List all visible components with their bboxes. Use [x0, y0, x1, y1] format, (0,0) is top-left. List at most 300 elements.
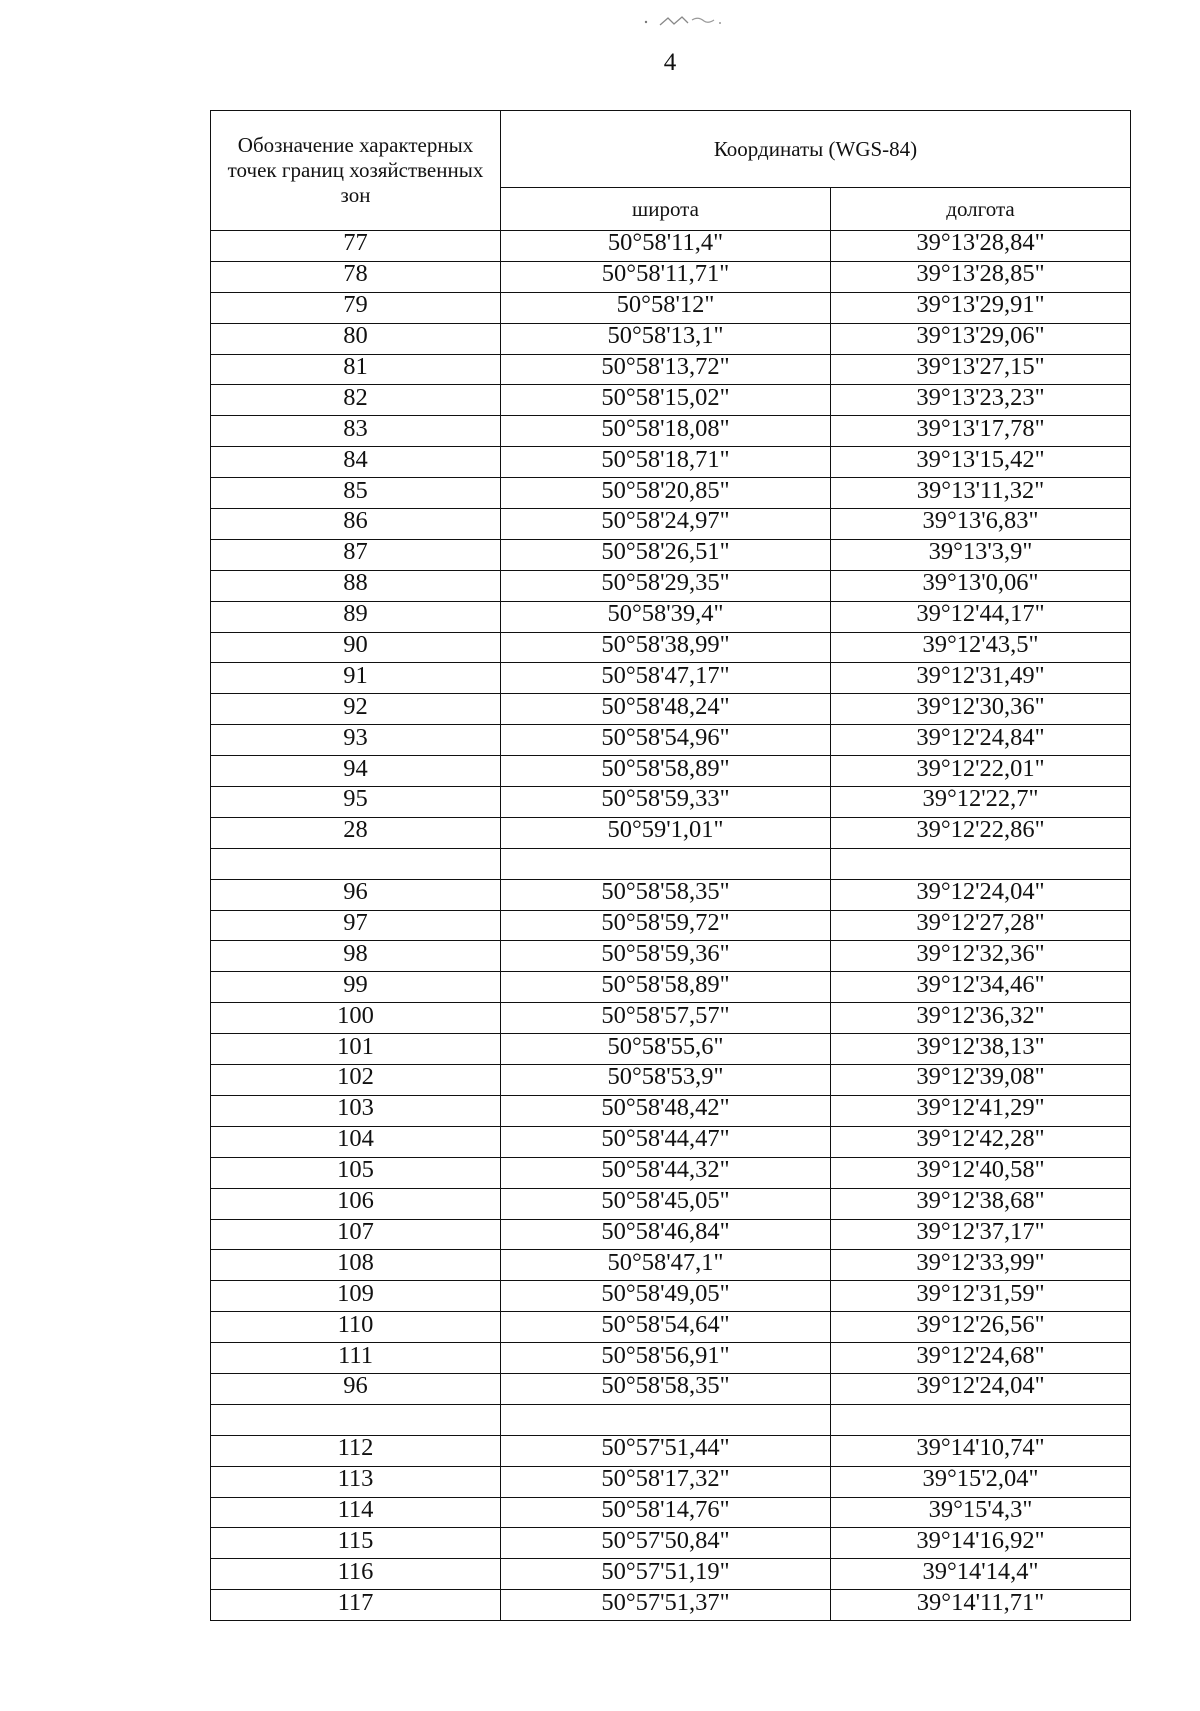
longitude-cell-value: 39°12'38,68"	[916, 1187, 1045, 1215]
longitude-cell-value: 39°12'24,04"	[916, 878, 1045, 906]
latitude-cell	[501, 848, 831, 879]
point-cell	[211, 1590, 501, 1621]
point-cell-value: 113	[337, 1465, 374, 1493]
table-row	[211, 787, 1131, 818]
table-row	[211, 447, 1131, 478]
point-cell-value: 87	[343, 538, 368, 566]
table-row	[211, 1373, 1131, 1404]
table-row	[211, 261, 1131, 292]
latitude-cell	[501, 879, 831, 910]
longitude-cell-value: 39°12'42,28"	[916, 1125, 1045, 1153]
longitude-cell	[831, 1590, 1131, 1621]
point-cell	[211, 817, 501, 848]
header-coordinates: Координаты (WGS-84)	[501, 111, 1131, 188]
latitude-cell-value: 50°58'29,35"	[601, 569, 730, 597]
latitude-cell	[501, 261, 831, 292]
latitude-cell-value: 50°58'47,17"	[601, 661, 730, 689]
point-cell	[211, 972, 501, 1003]
latitude-cell	[501, 416, 831, 447]
latitude-cell-value: 50°58'38,99"	[601, 631, 730, 659]
point-cell	[211, 910, 501, 941]
latitude-cell-value: 50°58'47,1"	[607, 1248, 724, 1276]
longitude-cell	[831, 787, 1131, 818]
latitude-cell-value: 50°58'18,08"	[601, 414, 730, 442]
latitude-cell-value: 50°57'51,44"	[601, 1434, 730, 1462]
table-row	[211, 1435, 1131, 1466]
latitude-cell	[501, 1497, 831, 1528]
longitude-cell	[831, 447, 1131, 478]
longitude-cell	[831, 694, 1131, 725]
longitude-cell-value: 39°12'31,59"	[916, 1279, 1045, 1307]
point-cell	[211, 1559, 501, 1590]
latitude-cell-value: 50°58'11,71"	[601, 260, 730, 288]
table-row	[211, 1343, 1131, 1374]
point-cell-value: 97	[343, 909, 368, 937]
table-row	[211, 1126, 1131, 1157]
longitude-cell-value: 39°13'0,06"	[922, 569, 1039, 597]
longitude-cell	[831, 1250, 1131, 1281]
point-cell-value: 109	[337, 1279, 374, 1307]
table-row	[211, 1559, 1131, 1590]
point-cell	[211, 941, 501, 972]
point-cell	[211, 509, 501, 540]
table-row	[211, 1034, 1131, 1065]
point-cell-value: 101	[337, 1032, 374, 1060]
longitude-cell	[831, 1343, 1131, 1374]
longitude-cell-value: 39°12'31,49"	[916, 661, 1045, 689]
table-row	[211, 1157, 1131, 1188]
point-cell	[211, 1497, 501, 1528]
latitude-cell-value: 50°58'56,91"	[601, 1341, 730, 1369]
table-row	[211, 1281, 1131, 1312]
longitude-cell-value: 39°12'38,13"	[916, 1032, 1045, 1060]
table-row	[211, 1219, 1131, 1250]
table-row	[211, 817, 1131, 848]
longitude-cell-value: 39°12'37,17"	[916, 1217, 1045, 1245]
longitude-cell	[831, 1095, 1131, 1126]
latitude-cell-value: 50°58'15,02"	[601, 383, 730, 411]
point-cell-value: 86	[343, 507, 368, 535]
point-cell-value: 92	[343, 692, 368, 720]
longitude-cell	[831, 1003, 1131, 1034]
latitude-cell	[501, 478, 831, 509]
table-row	[211, 756, 1131, 787]
latitude-cell	[501, 756, 831, 787]
latitude-cell	[501, 1590, 831, 1621]
longitude-cell-value: 39°12'34,46"	[916, 970, 1045, 998]
point-cell	[211, 1065, 501, 1096]
table-row	[211, 1312, 1131, 1343]
latitude-cell-value: 50°58'54,96"	[601, 723, 730, 751]
longitude-cell	[831, 756, 1131, 787]
point-cell-value: 85	[343, 476, 368, 504]
longitude-cell	[831, 1497, 1131, 1528]
scan-stamp-mark	[638, 14, 728, 28]
latitude-cell-value: 50°58'55,6"	[607, 1032, 724, 1060]
latitude-cell	[501, 694, 831, 725]
table-row	[211, 1250, 1131, 1281]
longitude-cell	[831, 663, 1131, 694]
longitude-cell	[831, 1188, 1131, 1219]
latitude-cell	[501, 1343, 831, 1374]
longitude-cell-value: 39°13'11,32"	[916, 476, 1045, 504]
point-cell-value: 94	[343, 754, 368, 782]
longitude-cell	[831, 1404, 1131, 1435]
point-cell-value: 107	[337, 1217, 374, 1245]
separator-row	[211, 848, 1131, 879]
longitude-cell-value: 39°13'23,23"	[916, 383, 1045, 411]
coordinates-table	[210, 110, 1131, 1621]
latitude-cell-value: 50°58'26,51"	[601, 538, 730, 566]
latitude-cell	[501, 1095, 831, 1126]
table-row	[211, 632, 1131, 663]
point-cell	[211, 1343, 501, 1374]
latitude-cell	[501, 1126, 831, 1157]
longitude-cell	[831, 1559, 1131, 1590]
longitude-cell-value: 39°12'27,28"	[916, 909, 1045, 937]
point-cell-value: 115	[337, 1526, 374, 1554]
longitude-cell	[831, 416, 1131, 447]
latitude-cell-value: 50°58'49,05"	[601, 1279, 730, 1307]
point-cell	[211, 385, 501, 416]
longitude-cell-value: 39°13'17,78"	[916, 414, 1045, 442]
point-cell-value: 89	[343, 600, 368, 628]
point-cell-value: 100	[337, 1001, 374, 1029]
latitude-cell-value: 50°57'51,19"	[601, 1557, 730, 1585]
latitude-cell-value: 50°58'57,57"	[601, 1001, 730, 1029]
longitude-cell-value: 39°15'4,3"	[928, 1495, 1033, 1523]
latitude-cell	[501, 385, 831, 416]
point-cell-value: 78	[343, 260, 368, 288]
point-cell-value: 106	[337, 1187, 374, 1215]
point-cell	[211, 261, 501, 292]
point-cell	[211, 694, 501, 725]
point-cell	[211, 323, 501, 354]
longitude-cell	[831, 910, 1131, 941]
longitude-cell	[831, 1034, 1131, 1065]
header-latitude: широта	[501, 188, 831, 231]
point-cell-value: 95	[343, 785, 368, 813]
latitude-cell-value: 50°58'58,89"	[601, 754, 730, 782]
latitude-cell-value: 50°58'14,76"	[601, 1495, 730, 1523]
longitude-cell	[831, 1157, 1131, 1188]
latitude-cell-value: 50°58'44,32"	[601, 1156, 730, 1184]
longitude-cell-value: 39°12'43,5"	[922, 631, 1039, 659]
point-cell	[211, 1095, 501, 1126]
point-cell-value: 110	[337, 1310, 374, 1338]
latitude-cell-value: 50°58'53,9"	[607, 1063, 724, 1091]
latitude-cell-value: 50°58'58,89"	[601, 970, 730, 998]
point-cell	[211, 1528, 501, 1559]
latitude-cell	[501, 1312, 831, 1343]
longitude-cell	[831, 1126, 1131, 1157]
latitude-cell-value: 50°58'13,72"	[601, 353, 730, 380]
longitude-cell-value: 39°12'22,86"	[916, 816, 1045, 844]
latitude-cell	[501, 1373, 831, 1404]
point-cell	[211, 787, 501, 818]
latitude-cell	[501, 354, 831, 385]
latitude-cell	[501, 663, 831, 694]
table-row	[211, 478, 1131, 509]
latitude-cell	[501, 1157, 831, 1188]
latitude-cell	[501, 1250, 831, 1281]
point-cell	[211, 663, 501, 694]
latitude-cell	[501, 539, 831, 570]
longitude-cell	[831, 1219, 1131, 1250]
longitude-cell	[831, 261, 1131, 292]
separator-row	[211, 1404, 1131, 1435]
point-cell	[211, 478, 501, 509]
longitude-cell	[831, 1312, 1131, 1343]
longitude-cell	[831, 385, 1131, 416]
longitude-cell	[831, 509, 1131, 540]
point-cell	[211, 1373, 501, 1404]
point-cell	[211, 1003, 501, 1034]
point-cell-value: 93	[343, 723, 368, 751]
point-cell	[211, 292, 501, 323]
longitude-cell-value: 39°12'36,32"	[916, 1001, 1045, 1029]
longitude-cell	[831, 323, 1131, 354]
point-cell-value: 116	[337, 1557, 374, 1585]
longitude-cell-value: 39°14'14,4"	[922, 1557, 1039, 1585]
longitude-cell	[831, 1065, 1131, 1096]
latitude-cell	[501, 941, 831, 972]
point-cell-value: 112	[337, 1434, 374, 1462]
table-row	[211, 910, 1131, 941]
latitude-cell	[501, 570, 831, 601]
longitude-cell-value: 39°12'30,36"	[916, 692, 1045, 720]
longitude-cell-value: 39°12'22,7"	[922, 785, 1039, 813]
latitude-cell-value: 50°58'13,1"	[607, 322, 724, 350]
longitude-cell	[831, 1435, 1131, 1466]
point-cell-value: 79	[343, 291, 368, 319]
latitude-cell-value: 50°58'58,35"	[601, 1372, 730, 1400]
latitude-cell-value: 50°58'59,33"	[601, 785, 730, 813]
latitude-cell	[501, 447, 831, 478]
point-cell	[211, 1219, 501, 1250]
longitude-cell	[831, 725, 1131, 756]
latitude-cell	[501, 632, 831, 663]
point-cell-value: 91	[343, 661, 368, 689]
point-cell-value: 103	[337, 1094, 374, 1122]
point-cell	[211, 756, 501, 787]
longitude-cell	[831, 1466, 1131, 1497]
table-row	[211, 1528, 1131, 1559]
header-longitude: долгота	[831, 188, 1131, 231]
point-cell-value: 83	[343, 414, 368, 442]
table-row	[211, 1003, 1131, 1034]
longitude-cell-value: 39°12'33,99"	[916, 1248, 1045, 1276]
point-cell-value: 82	[343, 383, 368, 411]
table-row	[211, 231, 1131, 262]
latitude-cell	[501, 1188, 831, 1219]
point-cell	[211, 1312, 501, 1343]
latitude-cell	[501, 817, 831, 848]
longitude-cell-value: 39°12'41,29"	[916, 1094, 1045, 1122]
longitude-cell	[831, 601, 1131, 632]
latitude-cell	[501, 1559, 831, 1590]
point-cell-value: 28	[343, 816, 368, 844]
point-cell-value: 84	[343, 445, 368, 473]
latitude-cell	[501, 787, 831, 818]
latitude-cell-value: 50°58'11,4"	[607, 229, 724, 257]
longitude-cell-value: 39°13'6,83"	[922, 507, 1039, 535]
latitude-cell	[501, 1281, 831, 1312]
point-cell	[211, 1157, 501, 1188]
longitude-cell	[831, 570, 1131, 601]
latitude-cell-value: 50°58'46,84"	[601, 1217, 730, 1245]
point-cell	[211, 447, 501, 478]
latitude-cell-value: 50°58'12"	[616, 291, 715, 319]
latitude-cell-value: 50°58'24,97"	[601, 507, 730, 535]
latitude-cell-value: 50°57'50,84"	[601, 1526, 730, 1554]
table-row	[211, 385, 1131, 416]
point-cell-value: 98	[343, 939, 368, 967]
table-row	[211, 509, 1131, 540]
point-cell	[211, 601, 501, 632]
longitude-cell	[831, 1373, 1131, 1404]
point-cell	[211, 848, 501, 879]
point-cell	[211, 1435, 501, 1466]
latitude-cell-value: 50°58'39,4"	[607, 600, 724, 628]
point-cell	[211, 354, 501, 385]
point-cell	[211, 231, 501, 262]
latitude-cell	[501, 231, 831, 262]
longitude-cell	[831, 539, 1131, 570]
point-cell-value: 80	[343, 322, 368, 350]
longitude-cell	[831, 941, 1131, 972]
table-row	[211, 539, 1131, 570]
latitude-cell-value: 50°58'54,64"	[601, 1310, 730, 1338]
point-cell	[211, 416, 501, 447]
latitude-cell	[501, 509, 831, 540]
point-cell-value: 102	[337, 1063, 374, 1091]
latitude-cell-value: 50°58'59,36"	[601, 939, 730, 967]
point-cell-value: 104	[337, 1125, 374, 1153]
longitude-cell	[831, 292, 1131, 323]
latitude-cell-value: 50°57'51,37"	[601, 1588, 730, 1616]
table-row	[211, 601, 1131, 632]
point-cell-value: 111	[338, 1341, 373, 1369]
point-cell	[211, 632, 501, 663]
point-cell-value: 96	[343, 1372, 368, 1400]
latitude-cell	[501, 1219, 831, 1250]
point-cell	[211, 1126, 501, 1157]
longitude-cell-value: 39°12'40,58"	[916, 1156, 1045, 1184]
latitude-cell	[501, 725, 831, 756]
point-cell-value: 90	[343, 631, 368, 659]
longitude-cell-value: 39°13'3,9"	[928, 538, 1033, 566]
table-row	[211, 1188, 1131, 1219]
table-row	[211, 879, 1131, 910]
latitude-cell	[501, 1065, 831, 1096]
longitude-cell-value: 39°14'10,74"	[916, 1434, 1045, 1462]
point-cell-value: 96	[343, 878, 368, 906]
point-cell-value: 88	[343, 569, 368, 597]
longitude-cell-value: 39°13'28,84"	[916, 229, 1045, 257]
latitude-cell-value: 50°58'45,05"	[601, 1187, 730, 1215]
table-row	[211, 694, 1131, 725]
longitude-cell-value: 39°15'2,04"	[922, 1465, 1039, 1493]
longitude-cell	[831, 231, 1131, 262]
table-row	[211, 663, 1131, 694]
longitude-cell-value: 39°12'24,84"	[916, 723, 1045, 751]
point-cell-value: 105	[337, 1156, 374, 1184]
table-row	[211, 941, 1131, 972]
longitude-cell-value: 39°14'16,92"	[916, 1526, 1045, 1554]
point-cell	[211, 1281, 501, 1312]
point-cell	[211, 1466, 501, 1497]
longitude-cell	[831, 1281, 1131, 1312]
latitude-cell	[501, 1404, 831, 1435]
latitude-cell-value: 50°58'48,42"	[601, 1094, 730, 1122]
table-row	[211, 354, 1131, 385]
longitude-cell-value: 39°13'29,06"	[916, 322, 1045, 350]
latitude-cell	[501, 1435, 831, 1466]
latitude-cell	[501, 972, 831, 1003]
longitude-cell-value: 39°12'32,36"	[916, 939, 1045, 967]
table-row	[211, 416, 1131, 447]
longitude-cell-value: 39°12'26,56"	[916, 1310, 1045, 1338]
latitude-cell-value: 50°58'59,72"	[601, 909, 730, 937]
latitude-cell-value: 50°59'1,01"	[607, 816, 724, 844]
table-row	[211, 725, 1131, 756]
point-cell	[211, 725, 501, 756]
longitude-cell-value: 39°14'11,71"	[916, 1588, 1045, 1616]
latitude-cell	[501, 910, 831, 941]
point-cell	[211, 1250, 501, 1281]
latitude-cell	[501, 292, 831, 323]
longitude-cell-value: 39°12'24,68"	[916, 1341, 1045, 1369]
longitude-cell	[831, 632, 1131, 663]
page-number: 4	[663, 49, 677, 76]
table-row	[211, 1466, 1131, 1497]
point-cell	[211, 1404, 501, 1435]
latitude-cell	[501, 1466, 831, 1497]
latitude-cell-value: 50°58'18,71"	[601, 445, 730, 473]
point-cell-value: 99	[343, 970, 368, 998]
table-row	[211, 1095, 1131, 1126]
longitude-cell	[831, 1528, 1131, 1559]
longitude-cell-value: 39°13'27,15"	[916, 353, 1045, 380]
latitude-cell-value: 50°58'48,24"	[601, 692, 730, 720]
longitude-cell-value: 39°12'39,08"	[916, 1063, 1045, 1091]
point-cell-value: 108	[337, 1248, 374, 1276]
longitude-cell	[831, 817, 1131, 848]
longitude-cell-value: 39°12'22,01"	[916, 754, 1045, 782]
latitude-cell-value: 50°58'44,47"	[601, 1125, 730, 1153]
table-row	[211, 1065, 1131, 1096]
latitude-cell	[501, 1003, 831, 1034]
longitude-cell	[831, 354, 1131, 385]
longitude-cell	[831, 848, 1131, 879]
point-cell-value: 77	[343, 229, 368, 257]
point-cell-value: 117	[337, 1588, 374, 1616]
point-cell	[211, 539, 501, 570]
point-cell	[211, 879, 501, 910]
point-cell	[211, 1188, 501, 1219]
longitude-cell-value: 39°13'28,85"	[916, 260, 1045, 288]
header-point-designation: Обозначение характерных точек границ хозяйственных зон	[211, 111, 501, 231]
table-row	[211, 292, 1131, 323]
latitude-cell	[501, 1528, 831, 1559]
longitude-cell	[831, 478, 1131, 509]
point-cell-value: 114	[337, 1495, 374, 1523]
table-row	[211, 1590, 1131, 1621]
table-row	[211, 570, 1131, 601]
longitude-cell	[831, 972, 1131, 1003]
latitude-cell	[501, 323, 831, 354]
